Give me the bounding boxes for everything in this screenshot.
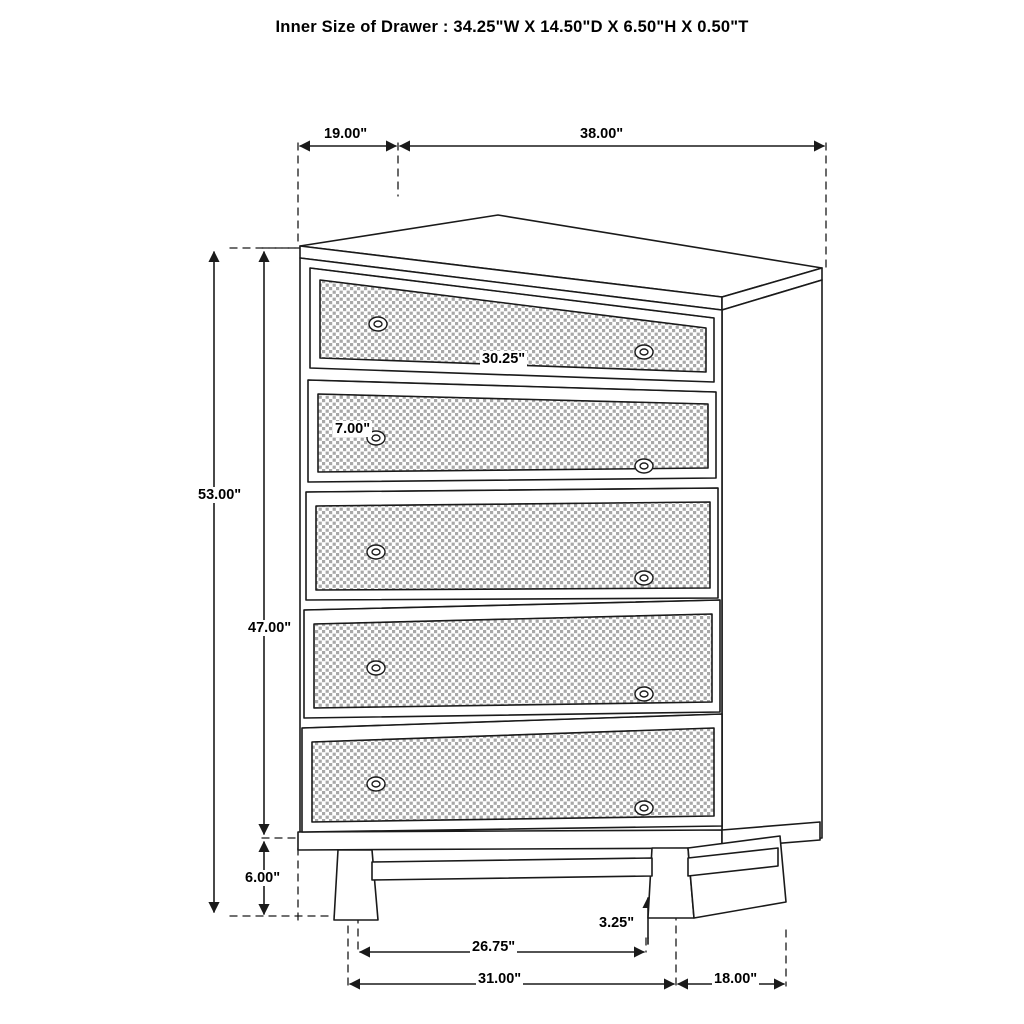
dimension-label-drawer-height: 7.00" [335,421,371,437]
dimension-label-base-depth: 18.00" [714,971,758,987]
dimension-label-base-inner-width: 26.75" [472,939,516,955]
knob [369,317,387,331]
page-title: Inner Size of Drawer : 34.25"W X 14.50"D X 6.50"H X 0.50"T [275,18,749,36]
knob [635,801,653,815]
dimension-label-cabinet-height: 47.00" [248,620,292,636]
dimension-label-width-top: 38.00" [580,126,624,142]
dimension-label-total-height: 53.00" [198,487,242,503]
knob [367,661,385,675]
dimension-label-drawer-front-width: 30.25" [482,351,526,367]
drawer-front-5 [302,714,722,832]
knob [635,687,653,701]
knob [635,345,653,359]
chest-right-side-panel [722,280,822,846]
drawer-front-3 [306,488,718,600]
dimension-label-leg-height: 6.00" [245,870,281,886]
dimension-label-depth-top: 19.00" [324,126,368,142]
knob [635,459,653,473]
dimension-label-base-width: 31.00" [478,971,522,987]
knob [367,777,385,791]
knob [635,571,653,585]
drawer-front-4 [304,600,720,718]
knob [367,545,385,559]
left-dimension-lines [214,252,264,914]
dimension-label-leg-inset: 3.25" [599,915,635,931]
